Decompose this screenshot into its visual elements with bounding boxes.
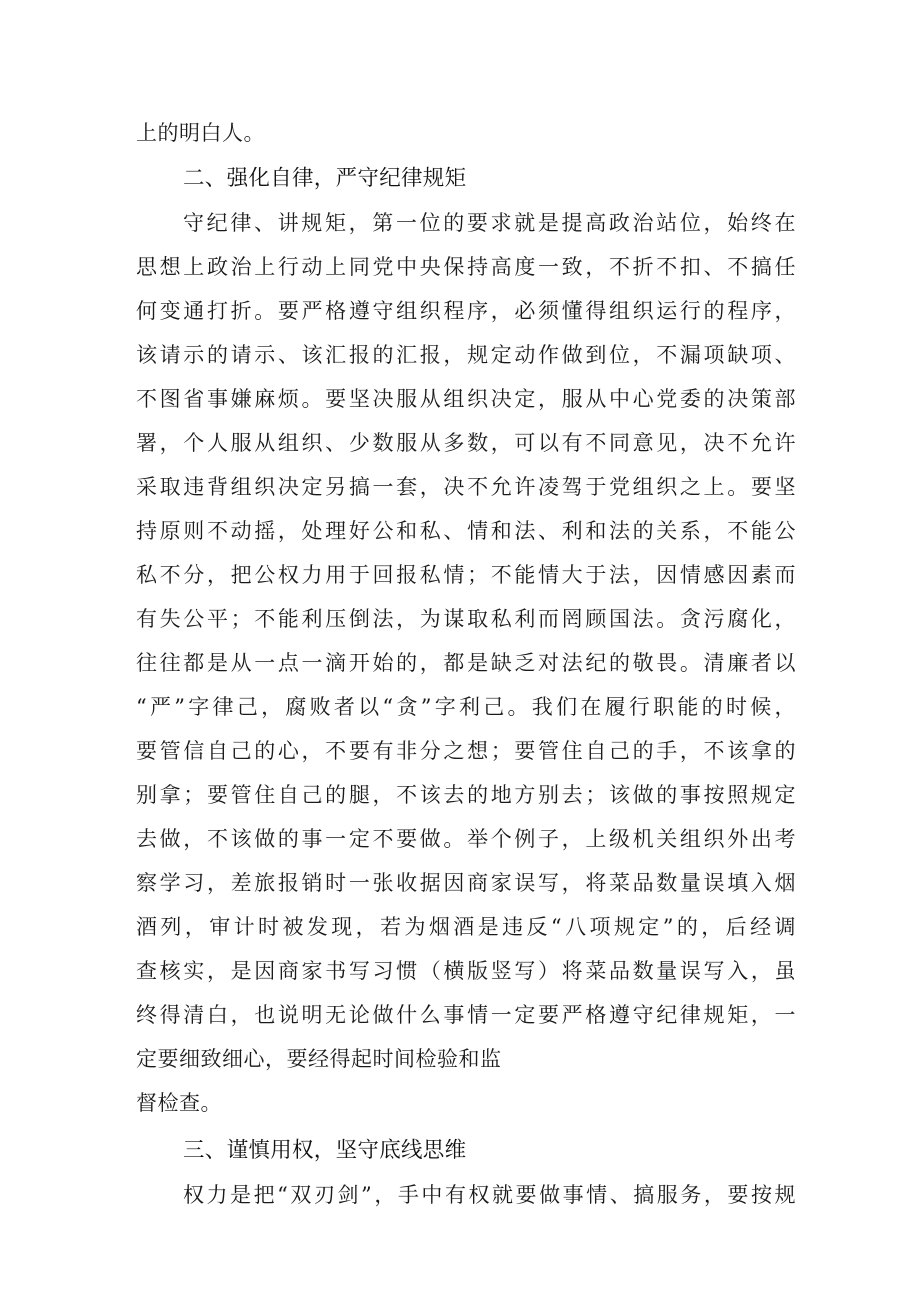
paragraph-line: “严”字律己，腐败者以“贪”字利己。我们在履行职能的时候， [136,695,796,719]
paragraph-line: 酒列，审计时被发现，若为烟酒是违反“八项规定”的，后经调 [136,915,796,939]
paragraph-line: 督检查。 [136,1091,222,1115]
paragraph-line: 思想上政治上行动上同党中央保持高度一致，不折不扣、不搞任 [136,255,796,279]
paragraph-line: 定要细致细心，要经得起时间检验和监 [136,1047,502,1071]
paragraph-line: 别拿；要管住自己的腿，不该去的地方别去；该做的事按照规定 [136,783,796,807]
paragraph-line: 有失公平；不能利压倒法，为谋取私利而罔顾国法。贪污腐化， [136,607,796,631]
paragraph-line: 权力是把“双刃剑”，手中有权就要做事情、搞服务，要按规 [183,1183,796,1207]
paragraph-line: 去做，不该做的事一定不要做。举个例子，上级机关组织外出考 [136,827,796,851]
paragraph-line: 察学习，差旅报销时一张收据因商家误写，将菜品数量误填入烟 [136,871,796,895]
paragraph-line: 不图省事嫌麻烦。要坚决服从组织决定，服从中心党委的决策部 [136,387,796,411]
paragraph-line: 守纪律、讲规矩，第一位的要求就是提高政治站位，始终在 [183,211,796,235]
paragraph-line: 查核实，是因商家书写习惯（横版竖写）将菜品数量误写入，虽 [136,959,796,983]
section-heading-3: 三、谨慎用权，坚守底线思维 [183,1138,467,1163]
paragraph-line: 上的明白人。 [136,121,265,145]
paragraph-line: 持原则不动摇，处理好公和私、情和法、利和法的关系，不能公 [136,519,796,543]
paragraph-line: 终得清白，也说明无论做什么事情一定要严格遵守纪律规矩，一 [136,1003,796,1027]
section-heading-2: 二、强化自律，严守纪律规矩 [183,166,467,191]
paragraph-line: 何变通打折。要严格遵守组织程序，必须懂得组织运行的程序， [136,299,796,323]
paragraph-line: 私不分，把公权力用于回报私情；不能情大于法，因情感因素而 [136,563,796,587]
paragraph-line: 要管信自己的心，不要有非分之想；要管住自己的手，不该拿的 [136,739,796,763]
paragraph-line: 采取违背组织决定另搞一套，决不允许凌驾于党组织之上。要坚 [136,475,796,499]
paragraph-line: 往往都是从一点一滴开始的，都是缺乏对法纪的敬畏。清廉者以 [136,651,796,675]
paragraph-line: 该请示的请示、该汇报的汇报，规定动作做到位，不漏项缺项、 [136,343,796,367]
paragraph-line: 署，个人服从组织、少数服从多数，可以有不同意见，决不允许 [136,431,796,455]
